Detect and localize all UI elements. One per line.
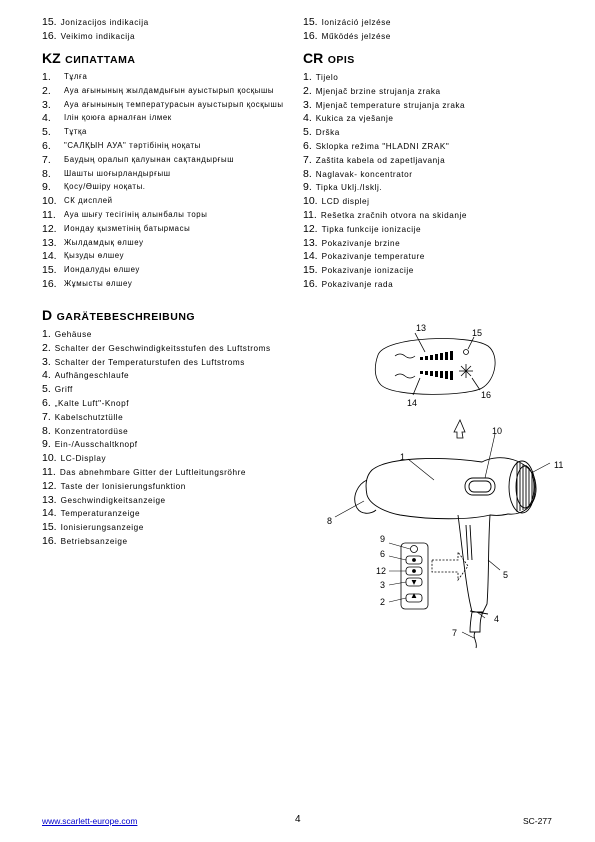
dryer-body [355, 458, 536, 648]
list-item [303, 181, 563, 195]
item-number: 9. [42, 438, 51, 451]
temperature-wave-icon [395, 374, 415, 378]
item-number: 2. [303, 84, 312, 97]
item-text: Pokazivanje brzine [321, 238, 401, 248]
item-number: 7. [42, 153, 51, 166]
item-text: Баудың оралып қалуынан сақтандырғыш [64, 154, 235, 164]
list-item [303, 140, 563, 154]
list-item [42, 209, 292, 221]
list-item [42, 278, 292, 290]
top-left-list [42, 16, 149, 44]
power-button-icon [411, 546, 418, 553]
item-text: Mjenjač brzine strujanja zraka [315, 86, 441, 96]
list-item [42, 168, 292, 180]
list-item [42, 383, 312, 397]
page-number: 4 [295, 814, 301, 825]
indicator-panel [375, 333, 495, 395]
list-item [303, 154, 563, 168]
footer-url [42, 816, 137, 826]
item-number: 15. [42, 521, 57, 534]
control-panel-detail [401, 543, 428, 609]
item-text: Ауа ағынының жылдамдығын ауыстырып қосқышы [64, 85, 275, 95]
item-number: 13. [42, 236, 57, 249]
item-number: 5. [42, 126, 51, 139]
list-item [42, 250, 292, 262]
item-text: Тұлға [64, 72, 88, 81]
item-text: Drška [315, 128, 340, 138]
list-item [42, 452, 312, 466]
list-item [42, 181, 292, 193]
list-item [42, 466, 312, 480]
item-text: Rešetka zračnih otvora na skidanje [320, 210, 467, 220]
list-item [42, 411, 312, 425]
temperature-bars [420, 371, 453, 380]
label-1: 1 [400, 452, 406, 462]
list-item [42, 438, 312, 452]
item-number: 13. [42, 493, 57, 506]
list-item [303, 237, 563, 251]
item-text: Жұмысты өлшеу [64, 278, 133, 288]
item-number: 6. [42, 139, 51, 152]
item-number: 5. [303, 126, 312, 139]
lcd-panel [465, 478, 495, 495]
speed-switch [406, 594, 422, 602]
list-item [303, 126, 563, 140]
item-text: Ein-/Ausschaltknopf [54, 440, 138, 450]
item-number: 11. [42, 465, 56, 478]
list-item [303, 71, 563, 85]
item-text: СК дисплей [64, 196, 113, 206]
list-item [42, 264, 292, 276]
list-item [303, 168, 563, 182]
item-text: Geschwindigkeitsanzeige [60, 495, 166, 505]
item-number: 15. [303, 264, 318, 277]
item-text: Қосу/Өшіру ноқаты. [64, 182, 146, 192]
item-text: Kukica za vješanje [315, 114, 394, 124]
hanging-loop [474, 632, 476, 648]
item-text: Иондау қызметінің батырмасы [64, 223, 191, 233]
list-item [42, 480, 312, 494]
item-number: 3. [303, 98, 312, 111]
item-number: 3. [42, 355, 51, 368]
item-text: "САЛҚЫН АУА" тәртібінің ноқаты [64, 140, 201, 150]
list-item [303, 195, 563, 209]
list-item [42, 85, 292, 97]
item-number: 1. [303, 71, 312, 83]
list-item [42, 521, 312, 535]
item-number: 16. [303, 277, 318, 290]
list-item [42, 112, 292, 124]
item-number: 12. [303, 222, 318, 235]
label-6: 6 [380, 549, 386, 559]
item-text: Mjenjač temperature strujanja zraka [315, 100, 466, 110]
item-number: 6. [42, 396, 51, 409]
item-number: 9. [42, 181, 51, 194]
item-number: 8. [42, 167, 51, 180]
item-number: 2. [42, 341, 51, 354]
item-number: 14. [42, 250, 57, 263]
item-number: 11. [303, 208, 317, 221]
item-text: Tipka funkcije ionizacije [321, 224, 422, 234]
dryer-leader-lines [335, 434, 550, 638]
item-text: Das abnehmbare Gitter der Luftleitungsröhre [59, 467, 246, 477]
item-text: Tipka Uklj./Isklj. [315, 183, 383, 193]
speed-bars [420, 351, 453, 360]
list-item: 15. Jonizacijos indikacija [42, 16, 149, 28]
list-item [303, 278, 563, 292]
list-item [42, 369, 312, 383]
cord-protector [470, 612, 483, 632]
panel-leader-lines [389, 543, 410, 602]
label-2: 2 [380, 597, 386, 607]
item-text: Ауа шығу тесігінің алынбалы торы [64, 209, 208, 219]
item-number: 3. [42, 98, 51, 111]
item-number: 4. [303, 112, 312, 125]
item-text: Griff [54, 385, 73, 395]
item-text: Konzentratordüse [54, 426, 129, 436]
item-text: Schalter der Geschwindigkeitsstufen des Luftstroms [54, 343, 271, 353]
list-item [42, 71, 292, 83]
item-text: Tijelo [315, 73, 339, 82]
label-8: 8 [327, 516, 333, 526]
ion-button [406, 567, 422, 575]
item-text: Taste der Ionisierungsfunktion [60, 481, 186, 491]
item-text: Тұтқа [64, 127, 87, 137]
list-item [42, 126, 292, 138]
label-5: 5 [503, 570, 509, 580]
item-number: 16. [42, 534, 57, 547]
list-item [42, 342, 312, 356]
temperature-switch [406, 578, 422, 586]
list-item [303, 112, 563, 126]
label-16: 16 [481, 390, 492, 400]
item-number: 12. [42, 479, 57, 492]
item-text: Шашты шоғырландырғыш [64, 168, 171, 178]
item-text: Zaštita kabela od zapetljavanja [315, 155, 446, 165]
item-number: 5. [42, 383, 51, 396]
item-text: Kabelschutztülle [54, 412, 124, 422]
item-number: 7. [42, 410, 51, 423]
item-number: 16. [42, 277, 57, 290]
item-text: Betriebsanzeige [60, 536, 128, 546]
list-item [42, 154, 292, 166]
item-number: 10. [42, 195, 57, 208]
section-heading-d: D GARÄTEBESCHREIBUNG [42, 307, 196, 323]
item-text: Ionisierungsanzeige [60, 523, 144, 533]
label-15: 15 [472, 328, 483, 338]
top-right-list [303, 16, 391, 44]
item-text: Ауа ағынының температурасын ауыстырып қосқышы [64, 99, 284, 109]
work-indicator-icon [459, 364, 473, 378]
item-text: Ілін қоюға арналған ілмек [64, 113, 172, 123]
list-item [42, 140, 292, 152]
item-text: Pokazivanje rada [321, 279, 394, 289]
d-item-list [42, 328, 312, 549]
section-heading-cr: CR OPIS [303, 50, 355, 66]
label-12: 12 [376, 566, 387, 576]
cr-item-list [303, 71, 563, 292]
item-number: 6. [303, 139, 312, 152]
list-item [42, 195, 292, 207]
item-text: LCD displej [321, 197, 370, 207]
item-text: Gehäuse [54, 330, 92, 339]
website-link[interactable]: www.scarlett-europe.com [42, 816, 138, 826]
item-text: Temperaturanzeige [60, 509, 141, 519]
item-number: 4. [42, 112, 51, 125]
d-section [42, 307, 312, 549]
list-item [303, 99, 563, 113]
panel-callout-arrow [432, 552, 468, 580]
item-number: 1. [42, 328, 51, 340]
list-item [42, 507, 312, 521]
item-number: 14. [303, 250, 318, 263]
item-text: Schalter der Temperaturstufen des Luftstroms [54, 357, 245, 367]
list-item [42, 99, 292, 111]
item-text: Aufhängeschlaufe [54, 371, 130, 381]
list-item [42, 494, 312, 508]
item-text: Қызуды өлшеу [64, 251, 125, 261]
list-item [42, 237, 292, 249]
list-item: 16. Veikimo indikacija [42, 29, 136, 42]
item-number: 12. [42, 222, 57, 235]
item-text: Иондалуды өлшеу [64, 265, 140, 275]
item-number: 13. [303, 236, 318, 249]
list-item: 16. Működés jelzése [303, 29, 391, 42]
item-number: 8. [303, 167, 312, 180]
section-heading-kz: KZ СИПАТТАМА [42, 50, 136, 66]
list-item: 15. Ionizáció jelzése [303, 16, 392, 28]
item-number: 4. [42, 369, 51, 382]
label-14: 14 [407, 398, 418, 408]
item-text: Pokazivanje temperature [321, 252, 425, 262]
list-item [303, 85, 563, 99]
kz-section [42, 50, 292, 292]
speed-wave-icon [395, 354, 415, 358]
item-text: Pokazivanje ionizacije [321, 266, 414, 276]
list-item [42, 356, 312, 370]
ionization-indicator-icon [464, 350, 469, 355]
direction-arrow-icon [454, 420, 465, 438]
label-9: 9 [380, 534, 386, 544]
list-item [303, 250, 563, 264]
label-13: 13 [416, 323, 427, 333]
item-text: Naglavak- koncentrator [315, 169, 413, 179]
item-number: 10. [42, 452, 57, 465]
cold-air-button [406, 556, 422, 564]
list-item [42, 425, 312, 439]
model-number: SC-277 [523, 816, 552, 826]
item-number: 2. [42, 84, 51, 97]
item-number: 1. [42, 71, 51, 83]
list-item [303, 209, 563, 223]
item-text: LC-Display [60, 454, 107, 464]
kz-item-list [42, 71, 292, 290]
item-number: 7. [303, 153, 312, 166]
list-item [42, 397, 312, 411]
item-number: 14. [42, 507, 57, 520]
list-item [42, 535, 312, 549]
item-number: 9. [303, 181, 312, 194]
cr-section [303, 50, 563, 292]
item-number: 11. [42, 208, 56, 221]
label-10: 10 [492, 426, 503, 436]
item-text: Жылдамдық өлшеу [64, 237, 144, 247]
label-7: 7 [452, 628, 458, 638]
label-11: 11 [554, 460, 564, 470]
list-item [303, 223, 563, 237]
list-item [303, 264, 563, 278]
list-item [42, 328, 312, 342]
item-number: 10. [303, 195, 318, 208]
item-number: 15. [42, 264, 57, 277]
item-text: Sklopka režima "HLADNI ZRAK" [315, 141, 450, 151]
item-number: 8. [42, 424, 51, 437]
list-item [42, 223, 292, 235]
item-text: „Kalte Luft"-Knopf [54, 398, 130, 408]
dryer-handle [458, 515, 490, 612]
label-4: 4 [494, 614, 500, 624]
label-3: 3 [380, 580, 386, 590]
